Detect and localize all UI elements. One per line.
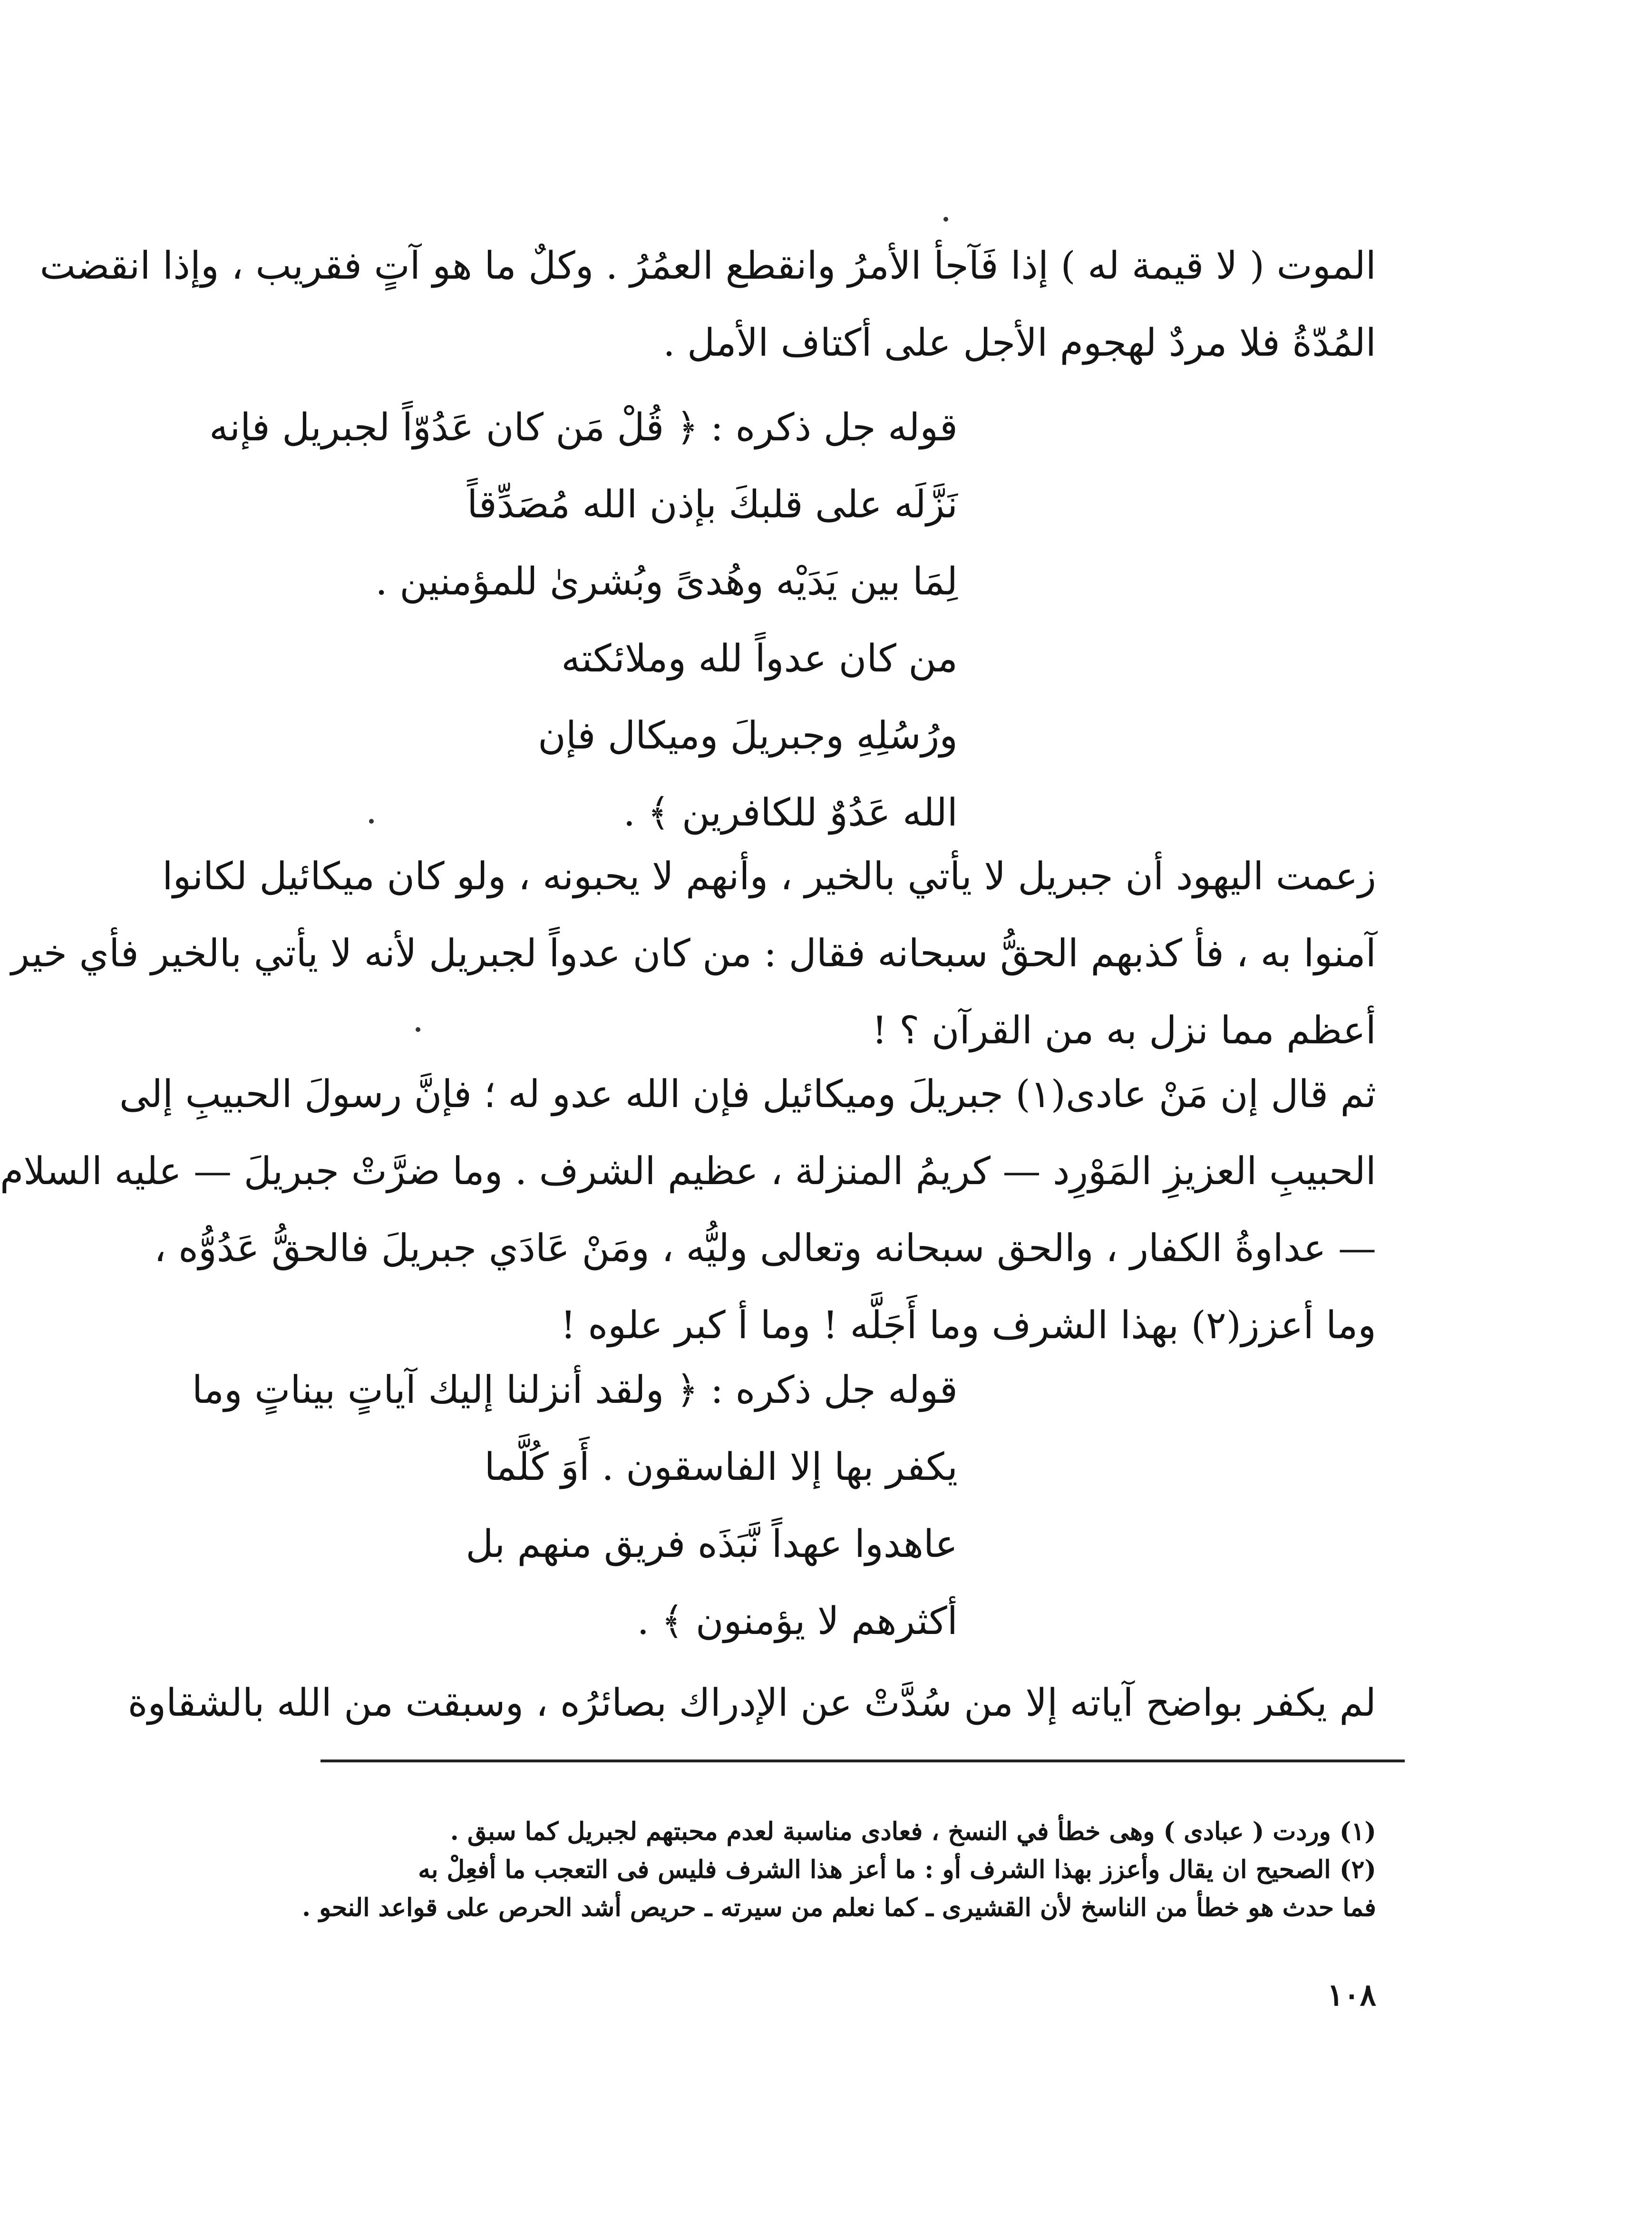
verse-line: عاهدوا عهداً نَّبَذَه فريق منهم بل <box>466 1522 958 1566</box>
paragraph-3 <box>0 1056 1376 1364</box>
page-number: ١٠٨ <box>1327 1977 1376 2013</box>
verse-line: لِمَا بين يَدَيْه وهُدىً وبُشرىٰ للمؤمنين . <box>375 559 958 603</box>
verse-line: من كان عدواً لله وملائكته <box>561 636 958 681</box>
text-line: — عداوةُ الكفار ، والحق سبحانه وتعالى وليُّه ، ومَنْ عَادَي جبريلَ فالحقُّ عَدُوُّه ، <box>154 1226 1376 1270</box>
verse-line: الله عَدُوٌ للكافرين ﴾ . <box>623 790 958 835</box>
text-line: لم يكفر بواضح آياته إلا من سُدَّتْ عن الإدراك بصائرُه ، وسبقت من الله بالشقاوة <box>127 1681 1376 1725</box>
footnote-2: (٢) الصحيح ان يقال وأعزز بهذا الشرف أو : ما أعز هذا الشرف فليس فى التعجب ما أفعِلْ به <box>418 1855 1376 1884</box>
paragraph-2 <box>11 838 1376 1069</box>
footnote-1: (١) وردت ( عبادى ) وهى خطأ في النسخ ، فعادى مناسبة لعدم محبتهم لجبريل كما سبق . <box>450 1817 1376 1846</box>
verse-line: قوله جل ذكره : ﴿ ولقد أنزلنا إليك آياتٍ بيناتٍ وما <box>192 1368 958 1412</box>
text-line: أعظم مما نزل به من القرآن ؟ ! <box>872 1008 1376 1052</box>
text-line: ثم قال إن مَنْ عادى(١) جبريلَ وميكائيل فإن الله عدو له ؛ فإنَّ رسولَ الحبيبِ إلى <box>119 1072 1376 1116</box>
footnote-2-continued: فما حدث هو خطأ من الناسخ لأن القشيرى ـ كما نعلم من سيرته ـ حريص أشد الحرص على قواعد النحو . <box>301 1893 1376 1922</box>
footnotes <box>301 1813 1376 1927</box>
verse-line: ورُسُلِهِ وجبريلَ وميكال فإن <box>538 713 958 758</box>
text-line: الحبيبِ العزيزِ المَوْرِد — كريمُ المنزلة ، عظيم الشرف . وما ضرَّتْ جبريلَ — عليه السلام <box>0 1149 1376 1193</box>
quran-verse-1 <box>209 389 958 851</box>
verse-line: يكفر بها إلا الفاسقون . أَوَ كُلَّما <box>484 1445 958 1489</box>
verse-line: أكثرهم لا يؤمنون ﴾ . <box>637 1599 958 1643</box>
verse-line: نَزَّلَه على قلبكَ بإذن الله مُصَدِّقاً <box>467 482 958 526</box>
footnote-separator <box>321 1760 1405 1762</box>
text-line: آمنوا به ، فأ كذبهم الحقُّ سبحانه فقال : من كان عدواً لجبريل لأنه لا يأتي بالخير فأي خير <box>11 931 1376 975</box>
paragraph-1 <box>39 227 1376 381</box>
quran-verse-2 <box>192 1351 958 1660</box>
text-line: المُدّةُ فلا مردٌ لهجوم الأجل على أكتاف الأمل . <box>663 321 1376 365</box>
page-speck <box>943 217 948 222</box>
text-line: وما أعزز(٢) بهذا الشرف وما أَجَلَّه ! وما أ كبر علوه ! <box>560 1303 1376 1347</box>
paragraph-4 <box>127 1664 1376 1741</box>
text-line: زعمت اليهود أن جبريل لا يأتي بالخير ، وأنهم لا يحبونه ، ولو كان ميكائيل لكانوا <box>162 854 1376 898</box>
text-line: الموت ( لا قيمة له ) إذا فَآجأ الأمرُ وانقطع العمُرُ . وكلٌ ما هو آتٍ فقريب ، وإذا انقضت <box>39 243 1376 288</box>
verse-line: قوله جل ذكره : ﴿ قُلْ مَن كان عَدُوّاً لجبريل فإنه <box>209 405 958 449</box>
